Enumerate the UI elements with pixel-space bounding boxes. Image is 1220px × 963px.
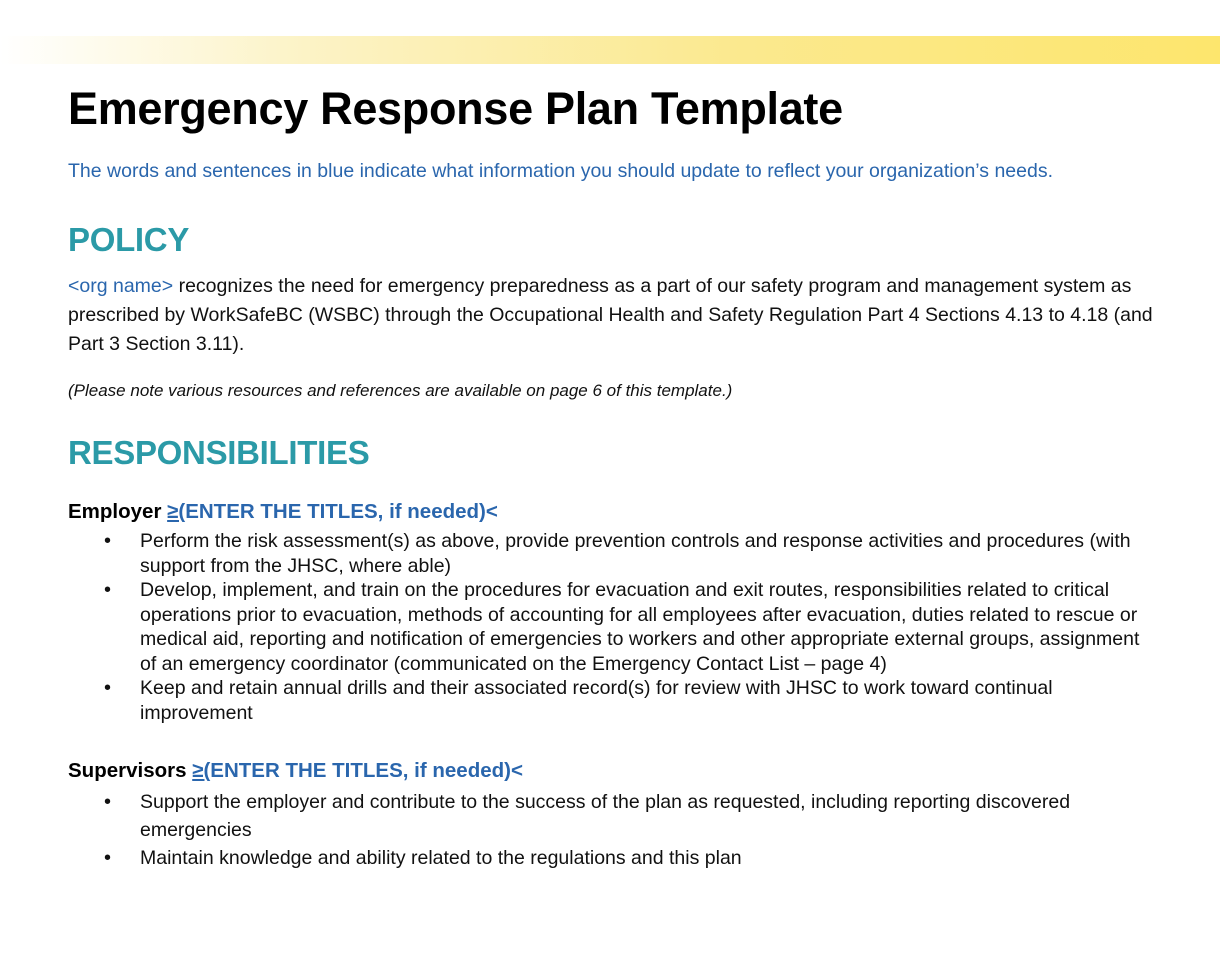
policy-body-text: recognizes the need for emergency preparedness as a part of our safety program and management system as prescribed by WorkSafeBC (WSBC) through the Occupational Health and Safety Regulation Part 4 Sections 4.13 to 4.18 (and Part 3 Section 3.11).	[68, 275, 1153, 355]
bullet-icon: •	[104, 579, 112, 601]
resources-note: (Please note various resources and references are available on page 6 of this template.)	[68, 381, 733, 400]
document-page	[68, 82, 1158, 872]
supervisors-role-heading	[68, 758, 1158, 784]
list-item	[68, 676, 1158, 725]
supervisors-label: Supervisors	[68, 759, 193, 782]
list-item-text: Maintain knowledge and ability related to the regulations and this plan	[140, 847, 742, 869]
employer-titles-placeholder	[167, 500, 498, 523]
list-item-text: Support the employer and contribute to the success of the plan as requested, including reporting discovered emergencies	[140, 791, 1071, 841]
bullet-icon: •	[104, 530, 112, 552]
document-title: Emergency Response Plan Template	[68, 83, 843, 134]
intro-instructions: The words and sentences in blue indicate what information you should update to reflect your organization’s needs.	[68, 160, 1053, 182]
policy-heading: POLICY	[68, 221, 190, 258]
supervisors-placeholder-text: ENTER THE TITLES, if needed)<	[210, 759, 523, 782]
supervisors-ge-symbol: ≥(	[192, 759, 211, 782]
policy-paragraph	[68, 272, 1158, 359]
supervisors-titles-placeholder	[192, 759, 523, 782]
header-color-band	[0, 36, 1220, 64]
list-item	[68, 844, 1158, 872]
employer-label: Employer	[68, 500, 168, 523]
responsibilities-heading: RESPONSIBILITIES	[68, 434, 370, 471]
employer-responsibilities-list	[68, 529, 1158, 725]
list-item-text: Develop, implement, and train on the procedures for evacuation and exit routes, responsibilities related to critical operations prior to evacuation, methods of accounting for all employees after evacuation, duties related to rescue or medical aid, reporting and notification of emergencies to workers and other appropriate external groups, assignment of an emergency coordinator (communicated on the Emergency Contact List – page 4)	[140, 579, 1140, 675]
employer-role-heading	[68, 499, 1158, 525]
employer-placeholder-text: ENTER THE TITLES, if needed)<	[185, 500, 498, 523]
employer-ge-symbol: ≥(	[167, 500, 186, 523]
bullet-icon: •	[104, 847, 112, 869]
org-name-placeholder: <org name>	[68, 275, 174, 297]
list-item-text: Perform the risk assessment(s) as above, provide prevention controls and response activities and procedures (with support from the JHSC, where able)	[140, 530, 1131, 577]
list-item	[68, 578, 1158, 676]
supervisors-responsibilities-list	[68, 788, 1158, 872]
list-item	[68, 788, 1158, 844]
list-item-text: Keep and retain annual drills and their associated record(s) for review with JHSC to work toward continual improvement	[140, 677, 1053, 724]
bullet-icon: •	[104, 677, 112, 699]
bullet-icon: •	[104, 791, 112, 813]
list-item	[68, 529, 1158, 578]
